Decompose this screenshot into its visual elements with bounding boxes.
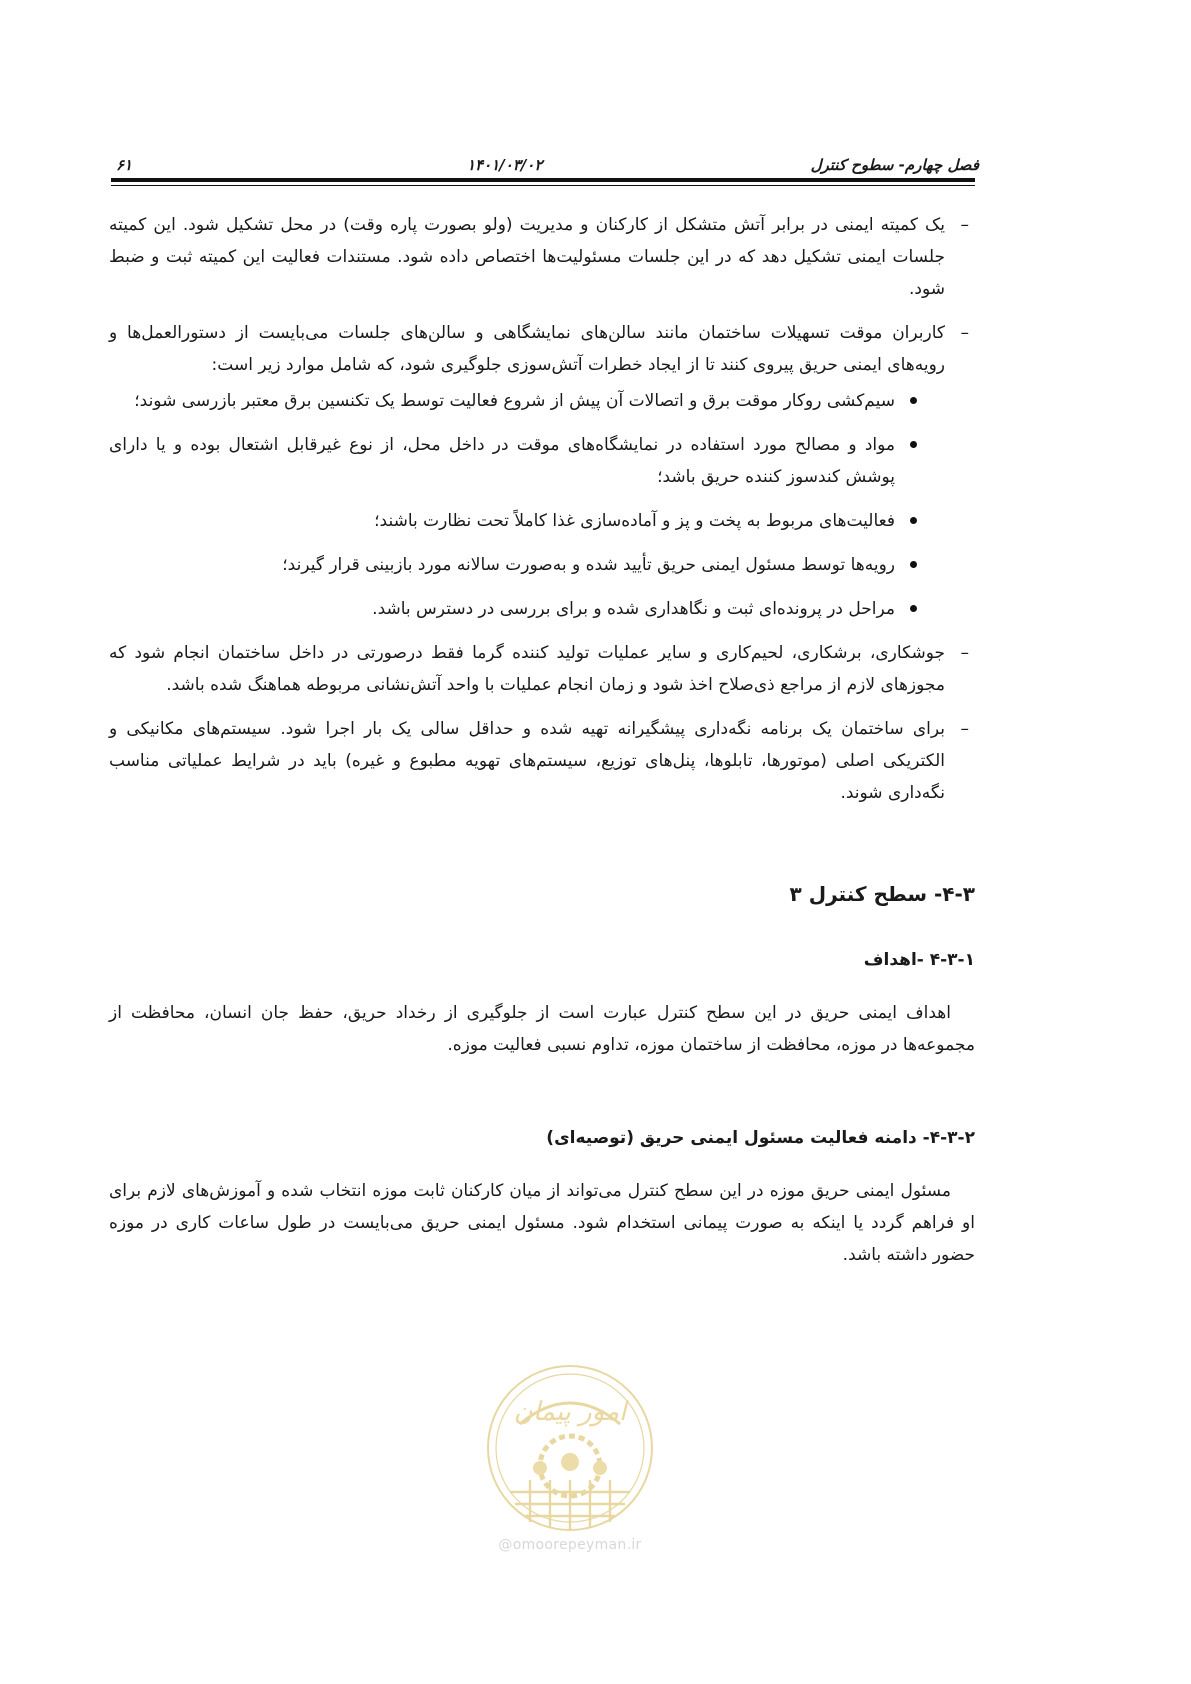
watermark-url: @omoorepeyman.ir bbox=[498, 1537, 642, 1553]
bullet-item bbox=[109, 549, 917, 581]
section-heading: ۴-۳- سطح کنترل ۳ bbox=[789, 882, 975, 906]
dash-list-item bbox=[109, 637, 975, 701]
header-rule-thin bbox=[111, 185, 975, 186]
bullet-dot-icon bbox=[910, 561, 917, 568]
dash-marker: – bbox=[960, 323, 969, 343]
watermark-logo-text: امور پیمان bbox=[513, 1397, 627, 1427]
page-number: ۶۱ bbox=[116, 156, 133, 174]
watermark-seal bbox=[470, 1362, 670, 1534]
dash-list-item bbox=[109, 209, 975, 305]
dash-list-item-text: یک کمیته ایمنی در برابر آتش متشکل از کارکنان و مدیریت (ولو بصورت پاره وقت) در محل تشکیل شود. این کمیته جلسات ایمنی تشکیل دهد که در این جلسات مسئولیت‌ها اختصاص داده شود. مستندات فعالیت این کمیته ثبت و ضبط شود. bbox=[109, 215, 945, 299]
subsection-heading: ۴-۳-۱ -اهداف bbox=[863, 950, 975, 970]
dash-marker: – bbox=[960, 643, 969, 663]
bullet-item-text: سیم‌کشی روکار موقت برق و اتصالات آن پیش از شروع فعالیت توسط یک تکنسین برق معتبر بازرسی شوند؛ bbox=[134, 391, 895, 411]
dash-marker: – bbox=[960, 215, 969, 235]
bullet-list bbox=[109, 385, 975, 625]
dash-list-item bbox=[109, 713, 975, 809]
bullet-item-text: مراحل در پرونده‌ای ثبت و نگاهداری شده و برای بررسی در دسترس باشد. bbox=[372, 599, 895, 619]
body-text bbox=[109, 209, 975, 1271]
dash-list-item-text: برای ساختمان یک برنامه نگه‌داری پیشگیرانه تهیه شده و حداقل سالی یک بار اجرا شود. سیستم‌های مکانیکی و الکتریکی اصلی (موتورها، تابلوها، پنل‌های توزیع، سیستم‌های تهویه مطبوع و غیره) باید در شرایط عملیاتی مناسب نگه‌داری شوند. bbox=[109, 719, 945, 803]
bullet-dot-icon bbox=[910, 605, 917, 612]
bullet-dot-icon bbox=[910, 397, 917, 404]
bullet-item bbox=[109, 385, 917, 417]
bullet-item-text: مواد و مصالح مورد استفاده در نمایشگاه‌های موقت در داخل محل، از نوع غیرقابل اشتعال بوده و یا دارای پوشش کندسوز کننده حریق باشد؛ bbox=[109, 435, 895, 487]
subsection-heading: ۴-۳-۲- دامنه فعالیت مسئول ایمنی حریق (توصیه‌ای) bbox=[546, 1128, 975, 1148]
paragraph: مسئول ایمنی حریق موزه در این سطح کنترل می‌تواند از میان کارکنان ثابت موزه انتخاب شده و آموزش‌های لازم برای او فراهم گردد یا اینکه به صورت پیمانی استخدام شود. مسئول ایمنی حریق می‌بایست در طول ساعات کاری در موزه حضور داشته باشد. bbox=[109, 1181, 975, 1265]
bullet-item-text: رویه‌ها توسط مسئول ایمنی حریق تأیید شده و به‌صورت سالانه مورد بازبینی قرار گیرند؛ bbox=[282, 555, 895, 575]
dash-list-item-text: جوشکاری، برشکاری، لحیم‌کاری و سایر عملیات تولید کننده گرما فقط درصورتی در داخل ساختمان انجام شود که مجوزهای لازم از مراجع ذی‌صلاح اخذ شود و زمان انجام عملیات با واحد آتش‌نشانی مربوطه هماهنگ شده باشد. bbox=[109, 643, 945, 695]
header-date: ۱۴۰۱/۰۳/۰۲ bbox=[467, 156, 543, 174]
bullet-item bbox=[109, 593, 917, 625]
dash-marker: – bbox=[960, 719, 969, 739]
bullet-item bbox=[109, 429, 917, 493]
bullet-item-text: فعالیت‌های مربوط به پخت و پز و آماده‌سازی غذا کاملاً تحت نظارت باشند؛ bbox=[374, 511, 895, 531]
paragraph: اهداف ایمنی حریق در این سطح کنترل عبارت است از جلوگیری از رخداد حریق، حفظ جان انسان، محافظت از مجموعه‌ها در موزه، محافظت از ساختمان موزه، تداوم نسبی فعالیت موزه. bbox=[109, 1003, 975, 1055]
bullet-dot-icon bbox=[910, 441, 917, 448]
chapter-title: فصل چهارم- سطوح کنترل bbox=[810, 156, 979, 174]
dash-list-item bbox=[109, 317, 975, 381]
bullet-dot-icon bbox=[910, 517, 917, 524]
bullet-item bbox=[109, 505, 917, 537]
header-rule bbox=[111, 178, 975, 182]
dash-list-item-text: کاربران موقت تسهیلات ساختمان مانند سالن‌های نمایشگاهی و سالن‌های جلسات می‌بایست از دستورالعمل‌ها و رویه‌های ایمنی حریق پیروی کنند تا از ایجاد خطرات آتش‌سوزی جلوگیری شود، که شامل موارد زیر است: bbox=[109, 323, 945, 375]
